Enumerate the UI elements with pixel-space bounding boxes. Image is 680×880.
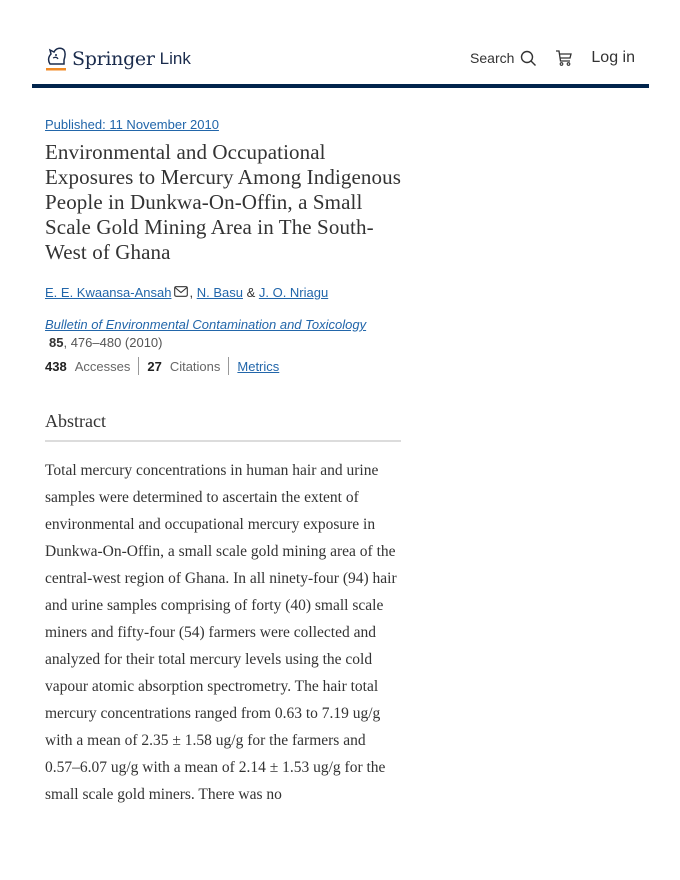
metrics-divider bbox=[138, 357, 139, 375]
abstract-text: Total mercury concentrations in human hair and urine samples were determined to ascertain the extent of environmental and occupational mercury exposure in Dunkwa-On-Offin, a small scale gold mining area of the central-west region of Ghana. In all ninety-four (94) hair and urine samples comprising of forty (40) small scale miners and fifty-four (54) farmers were collected and analyzed for their total mercury levels using the cold vapour atomic absorption spectrometry. The hair total mercury concentrations ranged from 0.63 to 7.19 ug/g with a mean of 2.35 ± 1.58 ug/g for the farmers and 0.57–6.07 ug/g with a mean of 2.14 ± 1.53 ug/g for the small scale gold miners. There was no bbox=[45, 461, 397, 803]
search-label: Search bbox=[470, 50, 515, 66]
logo-brand: Springer bbox=[72, 48, 155, 70]
abstract-heading: Abstract bbox=[45, 411, 401, 442]
search-icon bbox=[520, 50, 537, 67]
metrics-divider bbox=[228, 357, 229, 375]
accesses-label: Accesses bbox=[74, 358, 131, 374]
journal-link[interactable]: Bulletin of Environmental Contamination and Toxicology bbox=[45, 317, 367, 332]
pages-year: , 476–480 (2010) bbox=[63, 335, 163, 350]
author-separator: , bbox=[189, 285, 197, 300]
article-title: Environmental and Occupational Exposures to Mercury Among Indigenous People in Dunkwa-On-Offin, a Small Scale Gold Mining Area in The South-West of Ghana bbox=[45, 140, 401, 264]
logo-suffix: Link bbox=[159, 49, 191, 68]
article-main bbox=[45, 114, 401, 823]
search-button[interactable] bbox=[470, 50, 537, 67]
springer-horse-icon bbox=[45, 45, 67, 71]
springer-link-logo[interactable] bbox=[45, 45, 191, 71]
volume-number: 85 bbox=[49, 335, 64, 350]
volume-info bbox=[45, 335, 401, 350]
email-icon[interactable] bbox=[174, 285, 188, 300]
author-list bbox=[45, 285, 401, 300]
author-link[interactable]: E. E. Kwaansa-Ansah bbox=[45, 285, 172, 300]
accesses-count: 438 bbox=[45, 358, 67, 374]
journal-line bbox=[45, 317, 401, 332]
article-metrics bbox=[45, 357, 401, 375]
header-rule bbox=[32, 84, 649, 88]
header-nav bbox=[470, 49, 635, 67]
cart-button[interactable] bbox=[555, 49, 573, 67]
cart-icon bbox=[555, 49, 573, 67]
metrics-link[interactable]: Metrics bbox=[237, 358, 280, 374]
citations-label: Citations bbox=[169, 358, 221, 374]
citations-count: 27 bbox=[147, 358, 162, 374]
login-button[interactable]: Log in bbox=[591, 49, 635, 66]
author-link[interactable]: N. Basu bbox=[196, 285, 243, 300]
author-link[interactable]: J. O. Nriagu bbox=[258, 285, 329, 300]
site-header bbox=[32, 40, 649, 88]
author-separator: & bbox=[242, 285, 259, 300]
published-date-link[interactable]: Published: 11 November 2010 bbox=[45, 117, 219, 132]
